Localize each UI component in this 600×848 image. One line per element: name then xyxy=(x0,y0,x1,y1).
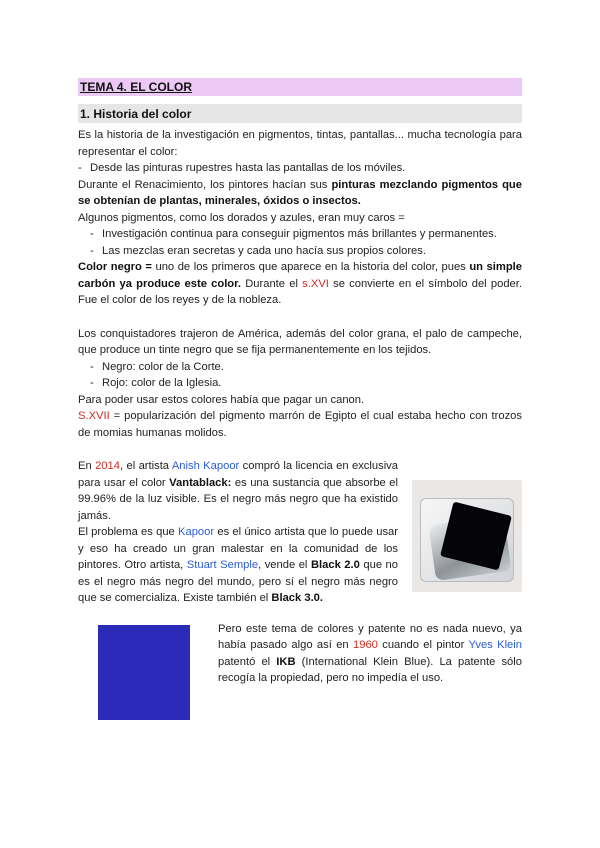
bold-text: IKB xyxy=(276,655,296,668)
spacer xyxy=(78,441,522,458)
bold-text: un simple carbón ya produce este color. xyxy=(78,261,522,290)
text-run: es el único artista que lo puede usar y eso ha creado un gran malestar en la comunidad de los pintores. Otro artista, xyxy=(78,526,398,571)
artist-link[interactable]: Stuart Semple xyxy=(186,559,259,571)
list-item-text: Desde las pinturas rupestres hasta las pantallas de los móviles. xyxy=(90,162,406,174)
paragraph xyxy=(218,621,522,687)
text-run: Durante el xyxy=(240,277,303,290)
ikb-text xyxy=(218,621,522,720)
paragraph xyxy=(78,259,522,309)
text-run: Pero este tema de colores y patente no es nada nuevo, ya había pasado algo así en xyxy=(218,622,522,651)
paragraph xyxy=(78,177,522,210)
highlight-red: s.XVI xyxy=(302,277,329,290)
paragraph xyxy=(78,408,522,441)
bullet-dash: - xyxy=(90,244,94,257)
text-run: , vende el xyxy=(258,559,311,571)
highlight-red: 1960 xyxy=(353,639,378,651)
text-run: Durante el Renacimiento, los pintores hacían sus xyxy=(78,178,332,191)
ikb-blue-swatch xyxy=(98,625,190,720)
paragraph xyxy=(78,458,398,524)
vantablack-photo xyxy=(412,480,522,592)
list-item xyxy=(78,226,522,243)
artist-link[interactable]: Anish Kapoor xyxy=(171,460,240,472)
text-run: uno de los primeros que aparece en la historia del color, pues xyxy=(151,261,470,273)
paragraph: Es la historia de la investigación en pigmentos, tintas, pantallas... mucha tecnología para representar el color: xyxy=(78,129,522,158)
highlight-red: 2014 xyxy=(95,460,120,472)
text-run: patentó el xyxy=(218,655,277,668)
bold-text: pinturas mezclando pigmentos que se obtenían de plantas, minerales, óxidos o insectos. xyxy=(78,178,522,207)
bullet-dash: - xyxy=(90,228,94,240)
list-item-text: Negro: color de la Corte. xyxy=(102,360,224,373)
spacer xyxy=(78,309,522,326)
bullet-dash: - xyxy=(90,377,94,389)
text-run: El problema es que xyxy=(78,526,179,538)
text-run: cuando el pintor xyxy=(377,639,469,651)
text-run: = popularización del pigmento marrón de Egipto el cual estaba hecho con trozos de momias humanas molidos. xyxy=(78,410,522,439)
text-run: compró la licencia en exclusiva para usar el color xyxy=(78,460,398,489)
ikb-section xyxy=(78,621,522,720)
bold-text: Black 2.0 xyxy=(310,559,360,571)
text-run: En xyxy=(78,460,96,472)
artist-link[interactable]: Yves Klein xyxy=(468,639,522,651)
paragraph: Algunos pigmentos, como los dorados y azules, eran muy caros = xyxy=(78,211,405,224)
list-item xyxy=(78,359,522,376)
list-item xyxy=(78,375,522,392)
paragraph: Los conquistadores trajeron de América, además del color grana, el palo de campeche, que produce un tinte negro que se fija permanentemente en los tejidos. xyxy=(78,327,522,356)
vantablack-text xyxy=(78,458,398,607)
text-run: que no es el negro más negro del mundo, pero sí el negro más negro que se comercializa. Existe también el xyxy=(78,559,398,604)
text-run: , el artista xyxy=(119,460,172,472)
list-item-text: Las mezclas eran secretas y cada uno hacía sus propios colores. xyxy=(102,244,426,257)
document-page xyxy=(78,78,522,720)
vantablack-section xyxy=(78,458,522,607)
bullet-dash: - xyxy=(78,162,82,174)
paragraph: Para poder usar estos colores había que pagar un canon. xyxy=(78,393,365,406)
list-item-text: Investigación continua para conseguir pigmentos más brillantes y permanentes. xyxy=(102,228,497,240)
text-run: se convierte en el símbolo del poder. Fue el color de los reyes y de la nobleza. xyxy=(78,277,522,306)
bold-text: Black 3.0. xyxy=(271,592,324,604)
highlight-red: S.XVII xyxy=(78,410,110,422)
text-run: (International Klein Blue). La patente sólo recogía la propiedad, pero no impedía el uso. xyxy=(218,655,522,684)
paragraph xyxy=(78,524,398,607)
page-title: TEMA 4. EL COLOR xyxy=(78,78,522,96)
list-item xyxy=(78,160,522,177)
text-run: es una sustancia que absorbe el 99.96% de la luz visible. Es el negro más negro que ha existido jamás. xyxy=(78,476,398,522)
section-heading: 1. Historia del color xyxy=(78,104,522,123)
bullet-dash: - xyxy=(90,360,94,373)
bold-text: Vantablack: xyxy=(169,476,232,489)
bold-text: Color negro = xyxy=(78,261,152,273)
list-item xyxy=(78,243,522,260)
artist-link[interactable]: Kapoor xyxy=(178,526,215,538)
list-item-text: Rojo: color de la Iglesia. xyxy=(102,377,222,389)
